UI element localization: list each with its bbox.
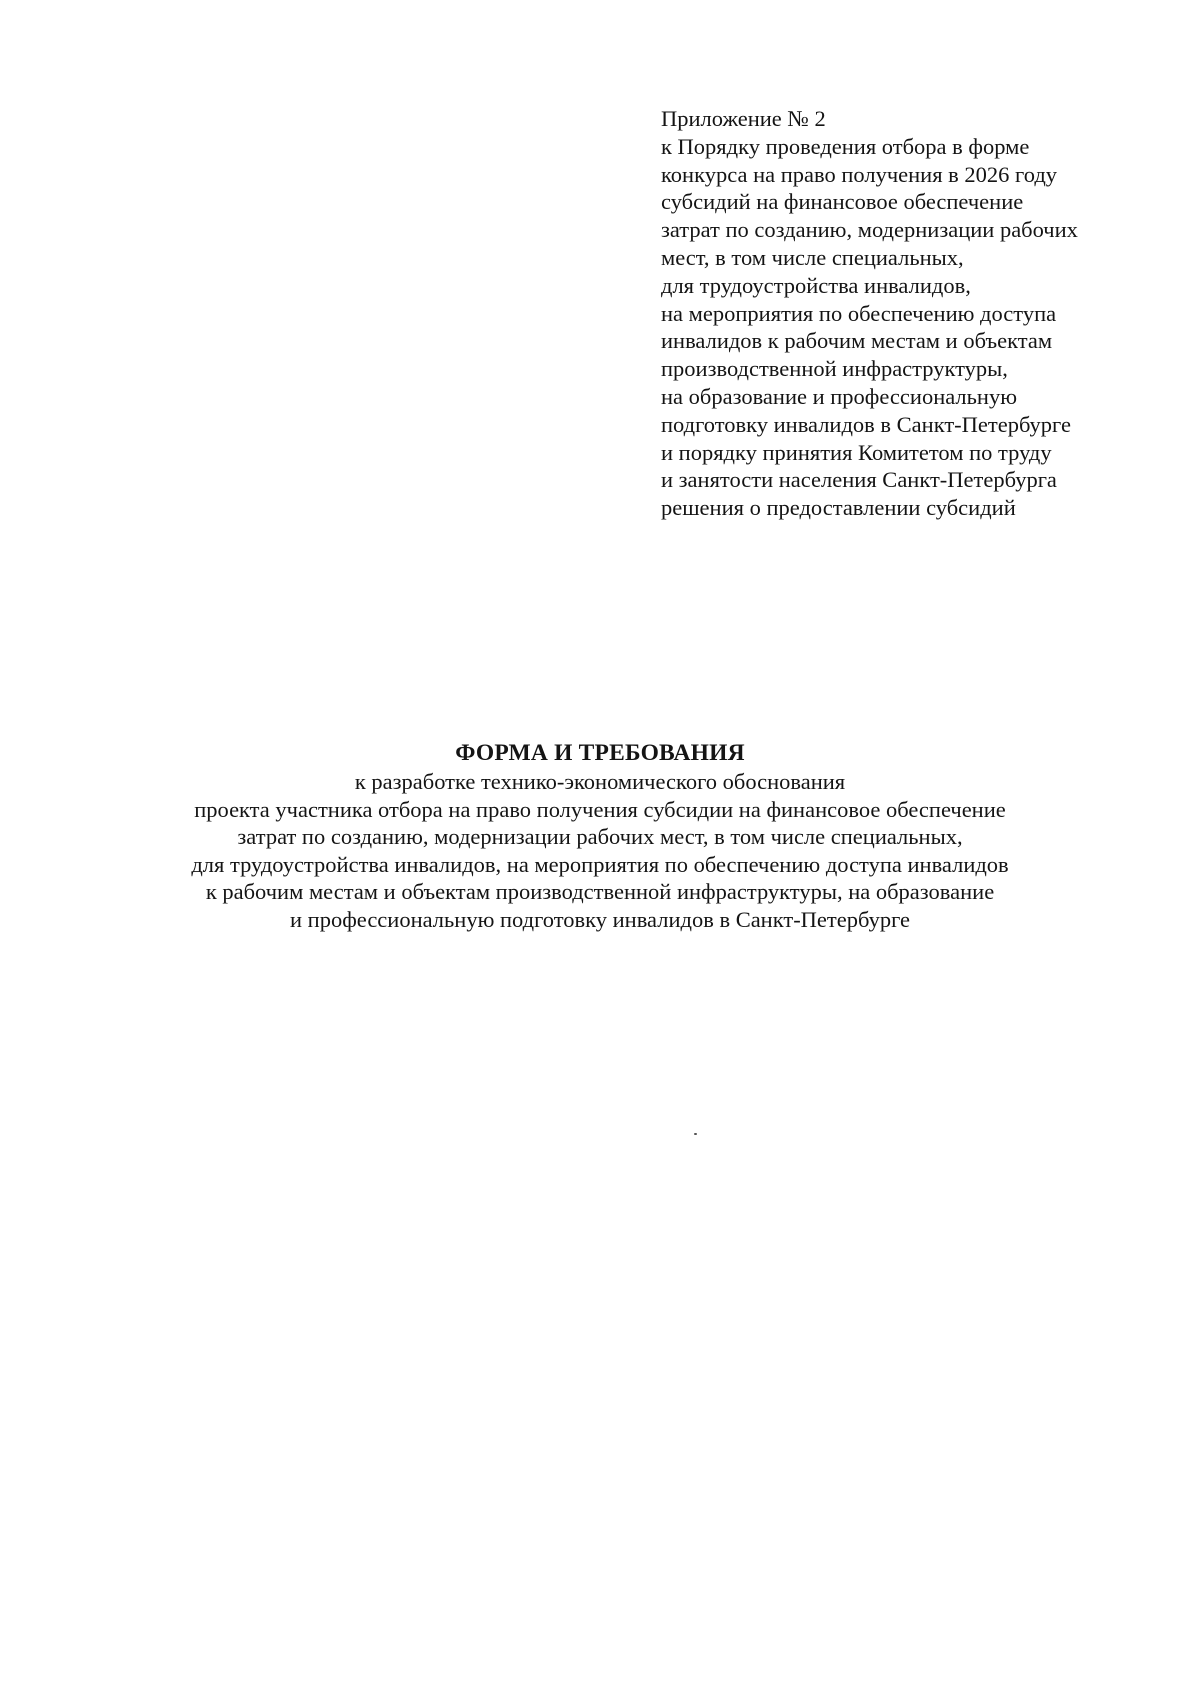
appendix-line: инвалидов к рабочим местам и объектам bbox=[661, 328, 1053, 354]
document-subtitle bbox=[100, 768, 1100, 934]
appendix-line: к Порядку проведения отбора в форме bbox=[661, 133, 1030, 159]
document-title: ФОРМА И ТРЕБОВАНИЯ bbox=[455, 740, 745, 766]
appendix-line: решения о предоставлении субсидий bbox=[661, 495, 1016, 521]
appendix-line: конкурса на право получения в 2026 году bbox=[661, 161, 1058, 187]
appendix-line: и порядку принятия Комитетом по труду bbox=[661, 439, 1052, 465]
appendix-line: Приложение № 2 bbox=[661, 106, 826, 131]
appendix-line: и занятости населения Санкт-Петербурга bbox=[661, 467, 1057, 493]
document-heading bbox=[100, 738, 1100, 934]
subtitle-line: и профессиональную подготовку инвалидов в Санкт-Петербурге bbox=[289, 906, 910, 932]
subtitle-line: проекта участника отбора на право получения субсидии на финансовое обеспечение bbox=[194, 796, 1006, 822]
subtitle-line: к разработке технико-экономического обоснования bbox=[354, 769, 846, 794]
subtitle-line: затрат по созданию, модернизации рабочих мест, в том числе специальных, bbox=[237, 824, 963, 850]
appendix-line: мест, в том числе специальных, bbox=[661, 244, 964, 270]
appendix-reference bbox=[661, 105, 1181, 522]
subtitle-line: для трудоустройства инвалидов, на мероприятия по обеспечению доступа инвалидов bbox=[191, 851, 1009, 877]
appendix-line: субсидий на финансовое обеспечение bbox=[661, 189, 1024, 215]
appendix-line: для трудоустройства инвалидов, bbox=[661, 272, 971, 298]
appendix-line: затрат по созданию, модернизации рабочих bbox=[661, 217, 1078, 243]
subtitle-line: к рабочим местам и объектам производственной инфраструктуры, на образование bbox=[205, 879, 995, 905]
appendix-line: на образование и профессиональную bbox=[661, 383, 1018, 409]
appendix-line: подготовку инвалидов в Санкт-Петербурге bbox=[661, 411, 1071, 437]
appendix-line: производственной инфраструктуры, bbox=[661, 356, 1008, 382]
scan-speck bbox=[694, 1133, 697, 1135]
appendix-line: на мероприятия по обеспечению доступа bbox=[661, 300, 1057, 326]
